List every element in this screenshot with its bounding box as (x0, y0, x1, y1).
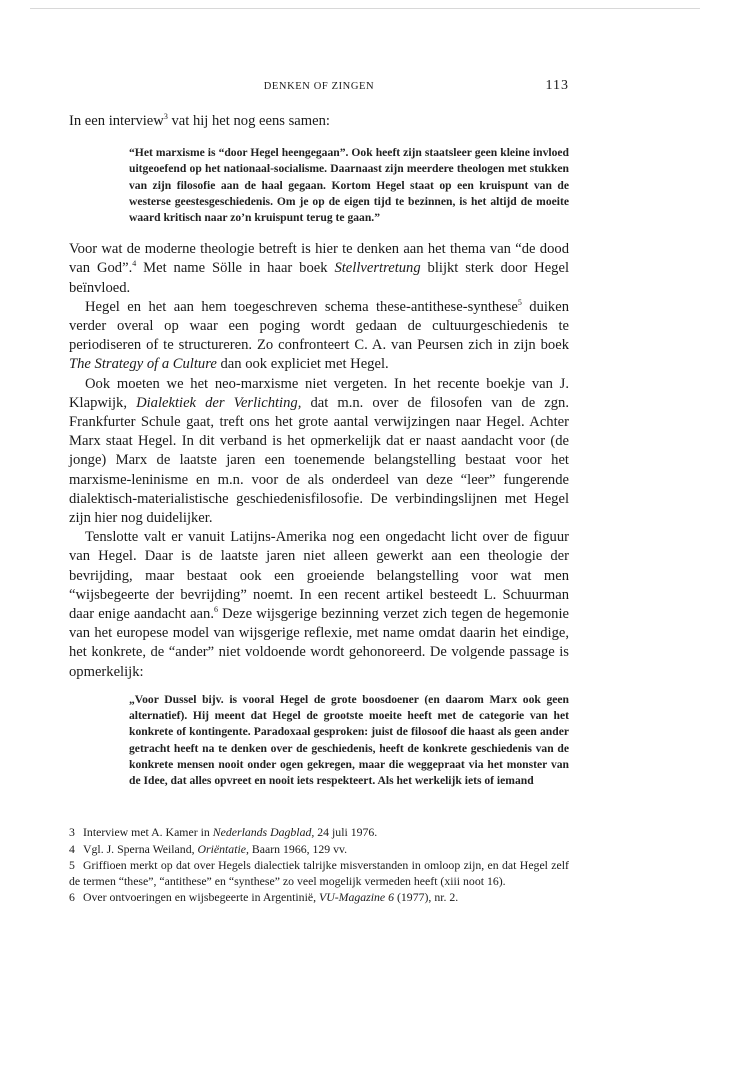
intro-text-end: vat hij het nog eens samen: (167, 113, 330, 129)
footnote-text: 24 juli 1976. (314, 825, 378, 840)
footnote-5 (69, 858, 569, 889)
footnote-title: Oriëntatie, (197, 841, 249, 856)
paragraph-text: dat m.n. over de filosofen van de zgn. Frankfurter Schule gaat, treft ons het grote aantal verwijzingen naar Hegel. Achter Marx staat Hegel. In dit verband is het opmerkelijk dat er naast aandacht voor (de jonge) Marx de laatste jaren een toenemende belangstelling bestaat voor het marxisme-leninisme en m.n. voor de als onderdeel van deze “leer” fungerende dialektisch-materialistische geschiedenisfilosofie. De verbindingslijnen met Hegel zijn hier nog duidelijker. (69, 394, 570, 527)
paragraph-text: Hegel en het aan hem toegeschreven schema these-antithese-synthese (85, 298, 518, 315)
footnote-title: Nederlands Dagblad, (212, 825, 315, 840)
intro-text: In een interview (69, 113, 164, 129)
footnote-3 (69, 825, 569, 841)
book-title: The Strategy of a Culture (69, 356, 217, 373)
running-title: DENKEN OF ZINGEN (263, 81, 375, 92)
book-title: Dialektiek der Verlichting, (136, 394, 302, 411)
footnote-text: Over ontvoeringen en wijsbegeerte in Argentinië, (83, 890, 319, 905)
paragraph-schema (69, 298, 569, 375)
block-quote-dussel: „Voor Dussel bijv. is vooral Hegel de grote boosdoener (en daarom Marx ook geen alternatief). Hij meent dat Hegel de grootste moeite heeft met de categorie van het konkrete of kontingente. Paradoxaal gesproken: juist de filosoof die haast als geen ander getracht heeft na te denken over de geschiedenis, heeft de konkrete geschiedenis van de konkrete mensen nooit onder ogen gekregen, maar die weggepraat via het monster van de Idee, dat alles opvreet en nooit iets respekteert. Als het werkelijk iets of iemand (129, 692, 569, 787)
page-top-edge (30, 8, 700, 9)
footnote-text: Griffioen merkt op dat over Hegels dialectiek talrijke misverstanden in omloop zijn, en dat Hegel zelf de termen “these”, “antithese” en “synthese” zo veel mogelijk vermeden heeft (xiii noot 16). (69, 858, 569, 888)
paragraph-text: Met name Sölle in haar boek (136, 260, 335, 277)
footnotes (69, 825, 569, 906)
book-page (69, 78, 569, 906)
paragraph-text: duiken verder overal op waar een poging wordt gedaan de cultuurgeschiedenis te periodiseren of te structureren. Zo confronteert C. A. van Peursen zich in zijn boek (69, 298, 569, 354)
book-title: Stellvertretung (334, 260, 421, 277)
body-text (69, 240, 569, 682)
paragraph-text: Voor wat de moderne theologie betreft is hier te denken aan het thema van “de dood van God”. (69, 241, 569, 277)
footnote-number: 4 (69, 841, 75, 856)
footnote-text: Interview met A. Kamer in (83, 825, 213, 840)
running-head (69, 78, 569, 98)
paragraph-text: dan ook expliciet met Hegel. (216, 356, 389, 373)
paragraph-text: blijkt sterk door Hegel beïnvloed. (69, 260, 570, 296)
footnote-6 (69, 890, 569, 906)
footnote-ref-5: 5 (517, 297, 522, 307)
intro-paragraph (69, 112, 569, 131)
footnote-ref-4: 4 (132, 259, 137, 269)
page-number: 113 (545, 78, 569, 93)
footnote-text: Baarn 1966, 129 vv. (248, 841, 348, 856)
paragraph-neo-marxism (69, 375, 569, 529)
paragraph-text: Deze wijsgerige bezinning verzet zich tegen de hegemonie van het europese model van wijsgerige reflexie, met name omdat daarin het eindige, het konkrete, de “ander” niet voldoende wordt gehonoreerd. De volgende passage is opmerkelijk: (69, 606, 569, 680)
footnote-ref-6: 6 (213, 605, 218, 615)
paragraph-text: Ook moeten we het neo-marxisme niet vergeten. In het recente boekje van J. Klapwijk, (69, 375, 569, 411)
paragraph-theology (69, 240, 569, 298)
footnote-number: 3 (69, 825, 75, 840)
footnote-ref-3: 3 (163, 112, 168, 122)
paragraph-latin-america (69, 528, 569, 682)
block-quote-interview: “Het marxisme is “door Hegel heengegaan”. Ook heeft zijn staatsleer geen kleine invloed uitgeoefend op het nationaal-socialisme. Daarnaast zijn meerdere theologen met stukken van zijn filosofie aan de haal gegaan. Kortom Hegel staat op een kruispunt van de westerse geestesgeschiedenis. Om je op de eigen tijd te bezinnen, is het altijd de moeite waard kritisch naar zo’n kruispunt terug te gaan.” (129, 146, 569, 225)
paragraph-text: Tenslotte valt er vanuit Latijns-Amerika nog een ongedacht licht over de figuur van Hegel. Daar is de laatste jaren niet alleen gewerkt aan een theologie der bevrijding, maar bestaat ook een groeiende belangstelling voor wat men “wijsbegeerte der bevrijding” noemt. In een recent artikel besteedt L. Schuurman daar enige aandacht aan. (69, 529, 569, 623)
footnote-title: VU-Magazine 6 (318, 890, 395, 905)
footnote-text: Vgl. J. Sperna Weiland, (83, 841, 198, 856)
footnote-number: 6 (69, 890, 75, 905)
footnote-number: 5 (69, 858, 75, 873)
footnote-text: (1977), nr. 2. (394, 890, 459, 905)
footnote-4 (69, 842, 569, 858)
